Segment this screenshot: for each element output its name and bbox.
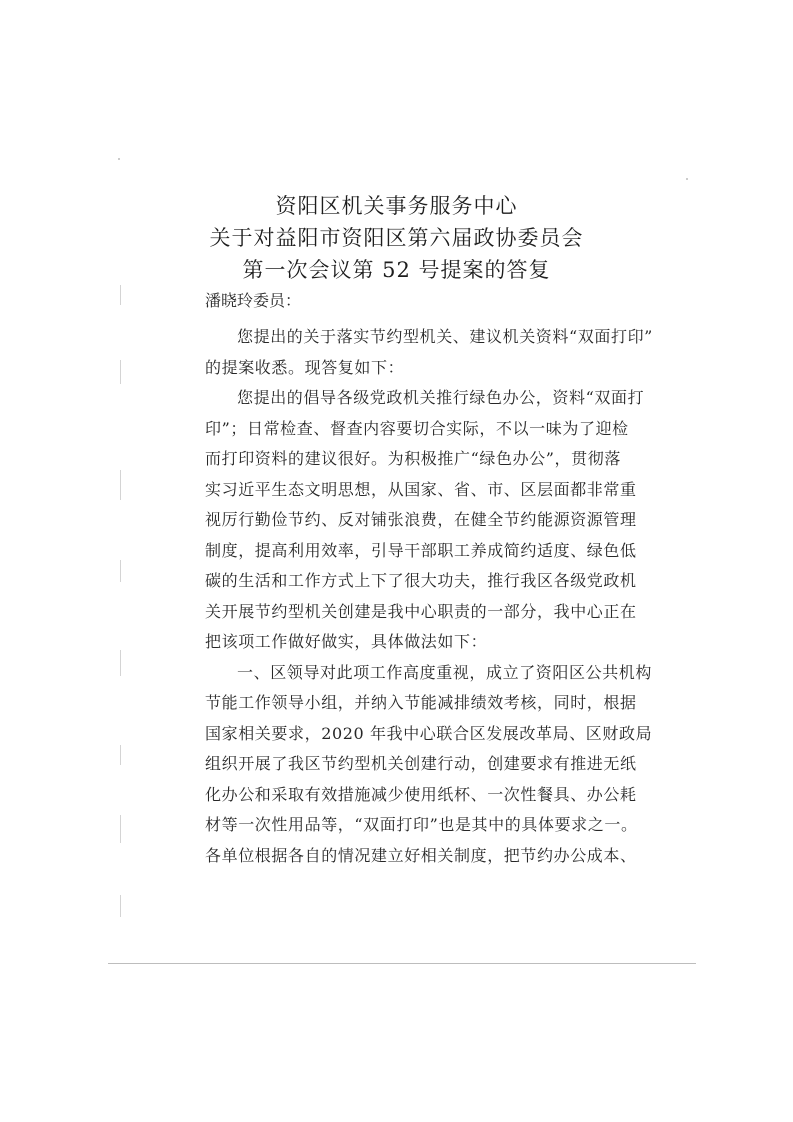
scan-speck [686, 178, 688, 180]
body-line: 碳的生活和工作方式上下了很大功夫，推行我区各级党政机 [205, 571, 637, 590]
body-line: 印”；日常检查、督查内容要切合实际，不以一味为了迎检 [205, 418, 629, 438]
scan-binding-mark [120, 560, 121, 582]
scan-binding-mark [120, 470, 121, 500]
body-line: 视厉行勤俭节约、反对铺张浪费，在健全节约能源资源管理 [205, 510, 637, 529]
body-line: 实习近平生态文明思想，从国家、省、市、区层面都非常重 [205, 479, 637, 499]
body-line: 节能工作领导小组，并纳入节能减排绩效考核，同时，根据 [205, 693, 637, 712]
title-line-3: 第一次会议第 52 号提案的答复 [242, 258, 551, 282]
body-line: 材等一次性用品等，“双面打印”也是其中的具体要求之一。 [205, 815, 638, 834]
document-body [205, 322, 670, 871]
scan-speck [118, 158, 120, 160]
body-line: 化办公和采取有效措施减少使用纸杯、一次性餐具、办公耗 [205, 784, 637, 804]
body-line: 制度，提高利用效率，引导干部职工养成简约适度、绿色低 [205, 540, 637, 560]
scan-binding-mark [120, 285, 121, 305]
page-divider [108, 963, 696, 964]
scan-binding-mark [120, 815, 121, 843]
body-line: 把该项工作做好做实，具体做法如下： [205, 632, 488, 651]
body-line: 组织开展了我区节约型机关创建行动，创建要求有推进无纸 [205, 754, 637, 773]
body-line: 您提出的关于落实节约型机关、建议机关资料“双面打印” [237, 327, 653, 346]
scan-binding-mark [120, 895, 121, 917]
salutation: 潘晓玲委员： [205, 291, 302, 310]
body-line: 国家相关要求，2020 年我中心联合区发展改革局、区财政局 [205, 723, 653, 743]
document-title [0, 190, 793, 286]
body-line: 各单位根据各自的情况建立好相关制度，把节约办公成本、 [205, 845, 637, 865]
body-line: 的提案收悉。现答复如下： [205, 357, 405, 377]
body-line: 您提出的倡导各级党政机关推行绿色办公，资料“双面打 [237, 388, 645, 407]
title-line-2: 关于对益阳市资阳区第六届政协委员会 [209, 226, 584, 250]
scan-binding-mark [120, 360, 121, 384]
body-line: 而打印资料的建议很好。为积极推广“绿色办公”，贯彻落 [205, 449, 621, 468]
scan-binding-mark [120, 650, 121, 676]
body-line: 关开展节约型机关创建是我中心职责的一部分，我中心正在 [205, 601, 637, 621]
body-line: 一、区领导对此项工作高度重视，成立了资阳区公共机构 [237, 662, 653, 682]
scan-binding-mark [120, 745, 121, 765]
title-line-1: 资阳区机关事务服务中心 [275, 194, 518, 218]
